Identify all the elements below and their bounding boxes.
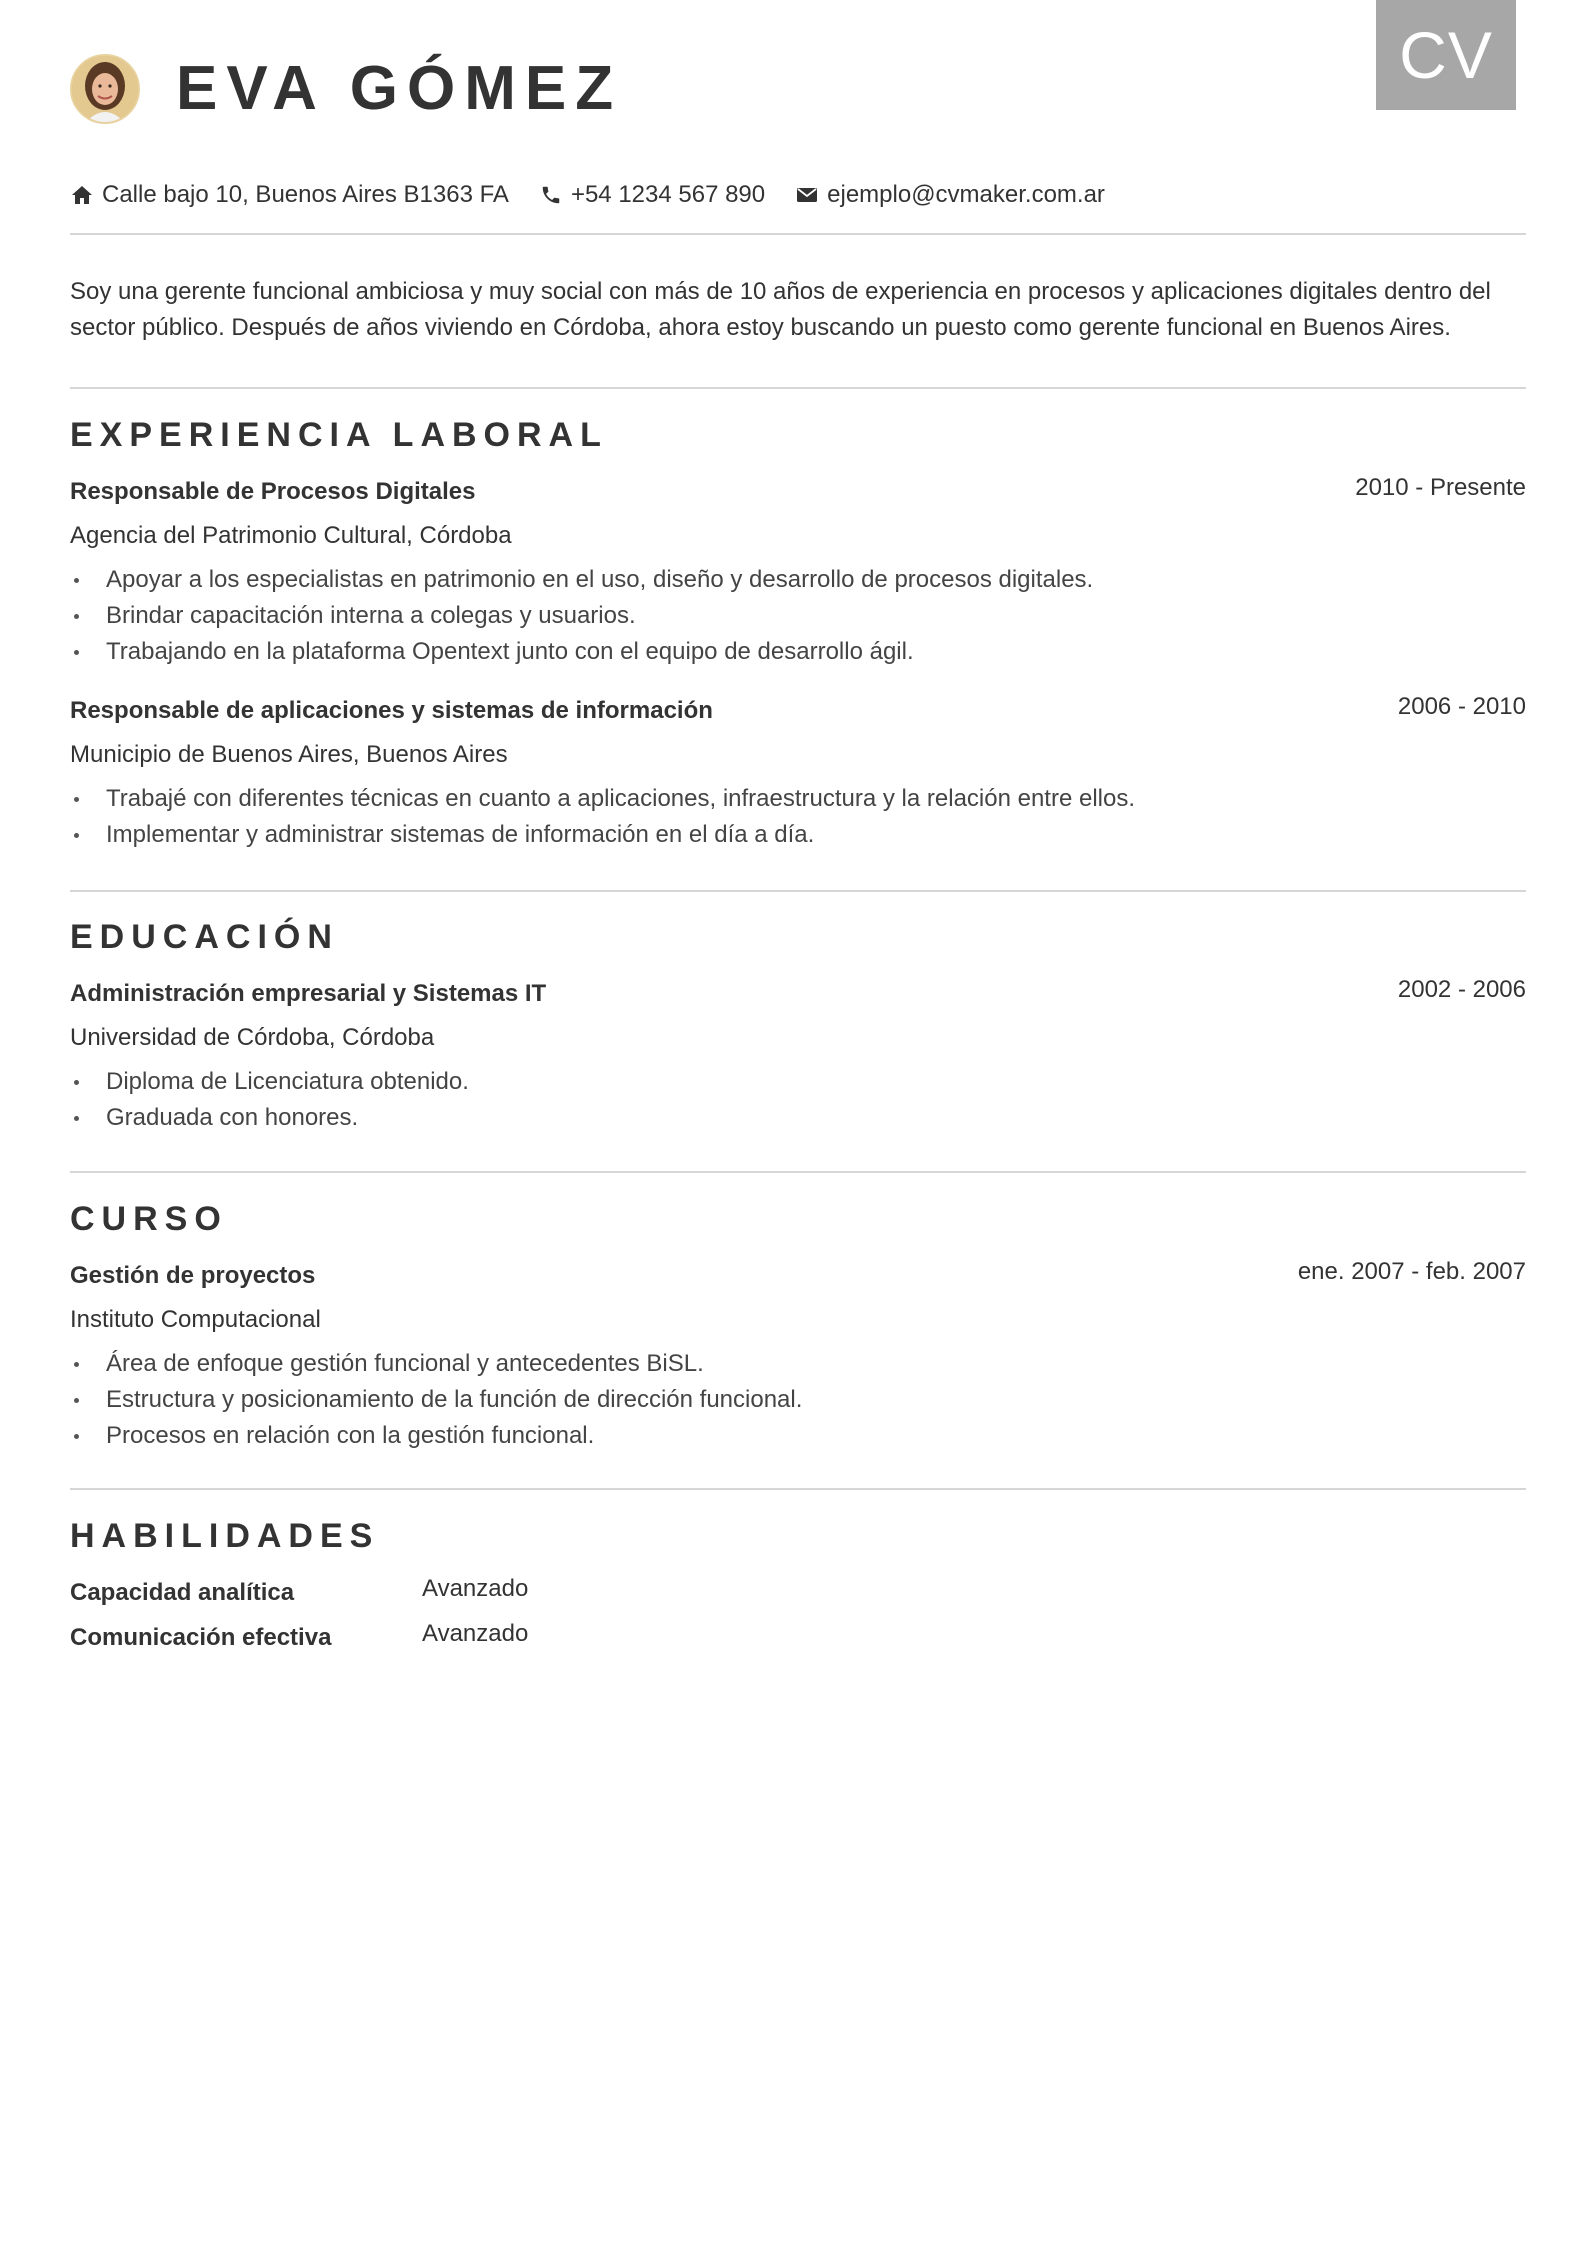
phone-icon: [539, 184, 563, 206]
contact-phone: [539, 181, 765, 209]
section-title-education: EDUCACIÓN: [70, 918, 339, 956]
skill-level: Avanzado: [422, 1620, 529, 1647]
cv-badge: CV: [1376, 0, 1516, 110]
experience-entry: [70, 474, 1526, 670]
contact-address: [70, 181, 509, 209]
entry-organization: Instituto Computacional: [70, 1306, 321, 1333]
section-title-experience: EXPERIENCIA LABORAL: [70, 416, 608, 454]
list-item: Área de enfoque gestión funcional y antecedentes BiSL.: [70, 1346, 1526, 1382]
divider: [70, 1171, 1526, 1173]
contact-email: [795, 181, 1105, 209]
mail-icon: [795, 184, 819, 206]
list-item: Diploma de Licenciatura obtenido.: [70, 1064, 1526, 1100]
list-item: Procesos en relación con la gestión funcional.: [70, 1418, 1526, 1454]
section-title-skills: HABILIDADES: [70, 1517, 380, 1555]
education-entry: [70, 976, 1526, 1136]
email-text: ejemplo@cvmaker.com.ar: [827, 181, 1105, 208]
entry-title: Responsable de aplicaciones y sistemas de información: [70, 697, 713, 724]
list-item: Trabajando en la plataforma Opentext junto con el equipo de desarrollo ágil.: [70, 634, 1526, 670]
candidate-name: EVA GÓMEZ: [176, 54, 623, 123]
home-icon: [70, 184, 94, 206]
entry-date: 2006 - 2010: [1397, 693, 1526, 720]
entry-date: 2002 - 2006: [1397, 976, 1526, 1003]
entry-bullets: [70, 562, 1526, 670]
skill-name: Comunicación efectiva: [70, 1624, 332, 1651]
entry-date: ene. 2007 - feb. 2007: [1297, 1258, 1526, 1285]
list-item: Implementar y administrar sistemas de información en el día a día.: [70, 817, 1526, 853]
avatar: [70, 54, 140, 124]
list-item: Estructura y posicionamiento de la función de dirección funcional.: [70, 1382, 1526, 1418]
profile-summary: Soy una gerente funcional ambiciosa y muy social con más de 10 años de experiencia en procesos y aplicaciones digitales dentro del sector público. Después de años viviendo en Córdoba, ahora estoy buscando un puesto como gerente funcional en Buenos Aires.: [70, 278, 1491, 341]
entry-title: Administración empresarial y Sistemas IT: [70, 980, 547, 1007]
entry-title: Responsable de Procesos Digitales: [70, 478, 476, 505]
phone-text: +54 1234 567 890: [570, 181, 766, 208]
experience-entry: [70, 693, 1526, 853]
entry-date: 2010 - Presente: [1355, 474, 1526, 501]
section-title-course: CURSO: [70, 1200, 228, 1238]
divider: [70, 387, 1526, 389]
header: [70, 54, 622, 124]
skill-name: Capacidad analítica: [70, 1579, 295, 1606]
avatar-photo-icon: [72, 56, 138, 122]
skill-level: Avanzado: [422, 1575, 529, 1602]
entry-organization: Agencia del Patrimonio Cultural, Córdoba: [70, 522, 512, 549]
entry-organization: Municipio de Buenos Aires, Buenos Aires: [70, 741, 508, 768]
entry-bullets: [70, 781, 1526, 853]
course-entry: [70, 1258, 1526, 1454]
list-item: Trabajé con diferentes técnicas en cuanto a aplicaciones, infraestructura y la relación entre ellos.: [70, 781, 1526, 817]
divider: [70, 890, 1526, 892]
list-item: Apoyar a los especialistas en patrimonio en el uso, diseño y desarrollo de procesos digitales.: [70, 562, 1526, 598]
list-item: Brindar capacitación interna a colegas y usuarios.: [70, 598, 1526, 634]
divider: [70, 1488, 1526, 1490]
address-text: Calle bajo 10, Buenos Aires B1363 FA: [102, 181, 509, 208]
contact-bar: [70, 178, 1135, 212]
entry-organization: Universidad de Córdoba, Córdoba: [70, 1024, 435, 1051]
divider: [70, 233, 1526, 235]
list-item: Graduada con honores.: [70, 1100, 1526, 1136]
entry-bullets: [70, 1346, 1526, 1454]
entry-bullets: [70, 1064, 1526, 1136]
entry-title: Gestión de proyectos: [70, 1262, 316, 1289]
